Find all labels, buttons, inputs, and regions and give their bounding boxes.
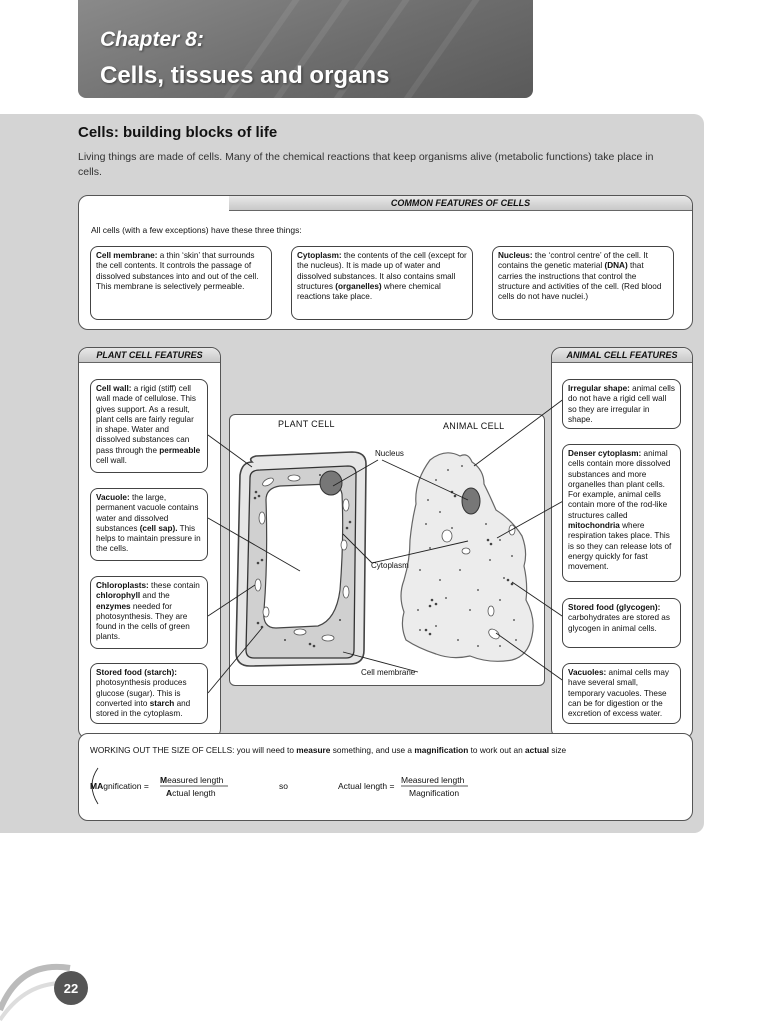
- term: Cytoplasm:: [297, 251, 342, 260]
- term: Cell membrane:: [96, 251, 158, 260]
- plant-features-header: PLANT CELL FEATURES: [79, 348, 220, 363]
- animal-vacuoles-note: Vacuoles: animal cells may have several small, temporary vacuoles. These can be for digestion or the excretion of excess water.: [562, 663, 681, 724]
- nucleus-label: Nucleus: [375, 449, 404, 458]
- chapter-title: Cells, tissues and organs: [100, 62, 390, 89]
- common-lead: All cells (with a few exceptions) have these three things:: [91, 225, 302, 235]
- denser-cytoplasm-note: Denser cytoplasm: animal cells contain more dissolved substances and more organelles than plant cells. For example, animal cells contain more of the rod-like structures called mitochondria where respiration takes place. This is so they can release lots of energy quickly for fast movement.: [562, 444, 681, 582]
- so-label: so: [279, 781, 288, 791]
- cell-membrane-label: Cell membrane: [361, 668, 416, 677]
- page-number: 22: [54, 971, 88, 1005]
- cell-wall-note: Cell wall: a rigid (stiff) cell wall made of cellulose. This gives support. As a result, plant cells are fairly regular in shape. Water and dissolved substances can pass through the permeable cell wall.: [90, 379, 208, 473]
- starch-note: Stored food (starch): photosynthesis produces glucose (sugar). This is converted into starch and stored in the cytoplasm.: [90, 663, 208, 724]
- actual-denominator: Magnification: [409, 788, 460, 798]
- term: Nucleus:: [498, 251, 533, 260]
- intro-paragraph: Living things are made of cells. Many of the chemical reactions that keep organisms alive (metabolic functions) take place in cells.: [78, 151, 654, 178]
- desc: the contents of the cell (except for the nucleus). It is made up of water and dissolved substances. It also contains small structures: [297, 251, 467, 291]
- desc: the ‘control centre’ of the cell. It contains the genetic material: [498, 251, 648, 271]
- chloroplasts-note: Chloroplasts: these contain chlorophyll and the enzymes needed for photosynthesis. They are found in the cells of green plants.: [90, 576, 208, 649]
- animal-cell-label: ANIMAL CELL: [443, 421, 505, 431]
- desc: that carries the instructions that control the structure and activities of the cell. (Red blood cells do not have nuclei.): [498, 261, 662, 302]
- bold-term: (organelles): [335, 281, 382, 291]
- cytoplasm-label: Cytoplasm: [371, 561, 409, 570]
- bold-term: (DNA): [604, 261, 628, 271]
- vacuole-note: Vacuole: the large, permanent vacuole contains water and dissolved substances (cell sap). This helps to maintain pressure in the cells.: [90, 488, 208, 561]
- section-title: Cells: building blocks of life: [78, 124, 278, 141]
- common-features-header: COMMON FEATURES OF CELLS: [229, 196, 692, 211]
- animal-features-header: ANIMAL CELL FEATURES: [552, 348, 692, 363]
- magnification-denominator: Actual length: [166, 788, 216, 798]
- actual-numerator: Measured length: [401, 775, 465, 785]
- chapter-number: Chapter 8:: [100, 28, 204, 51]
- desc: where chemical reactions take place.: [297, 281, 441, 302]
- glycogen-note: Stored food (glycogen): carbohydrates are stored as glycogen in animal cells.: [562, 598, 681, 648]
- magnification-numerator: Measured length: [160, 775, 224, 785]
- irregular-shape-note: Irregular shape: animal cells do not have a rigid cell wall so they are irregular in shape.: [562, 379, 681, 429]
- desc: a thin ‘skin’ that surrounds the cell contents. It controls the passage of dissolved substances into and out of the cell. This membrane is selectively permeable.: [96, 251, 259, 291]
- magnification-formula-lhs: MAgnification =: [90, 781, 149, 791]
- plant-cell-label: PLANT CELL: [278, 419, 335, 429]
- cell-size-instruction: WORKING OUT THE SIZE OF CELLS: you will need to measure something, and use a magnification to work out an actual size: [90, 745, 567, 755]
- actual-length-lhs: Actual length =: [338, 781, 395, 791]
